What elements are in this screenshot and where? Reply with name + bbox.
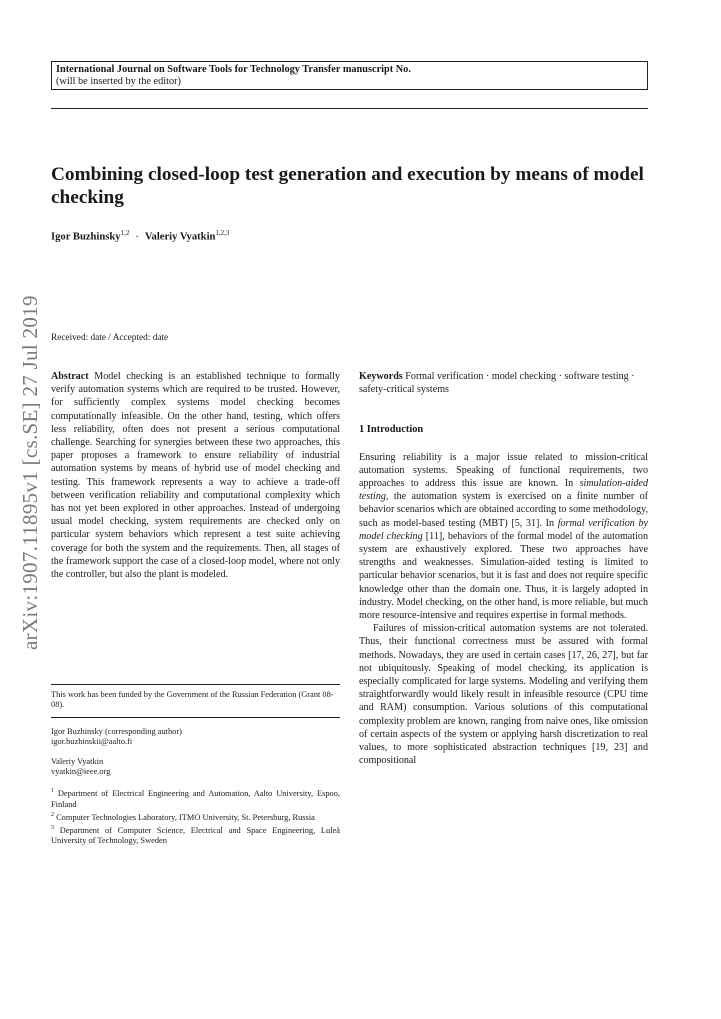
journal-header-box	[51, 61, 648, 90]
affiliation-text: Department of Electrical Engineering and Automation, Aalto University, Espoo, Finland	[51, 789, 340, 809]
emphasis: simulation-aided testing	[359, 478, 648, 503]
affiliation-text: Department of Computer Science, Electrical and Space Engineering, Luleå University of Technology, Sweden	[51, 826, 340, 846]
author-name: Igor Buzhinsky	[51, 231, 121, 243]
text-run: Ensuring reliability is a major issue related to mission-critical automation systems. Speaking of functional requirements, two approaches to address this issue are known. In	[359, 451, 648, 490]
affiliation-number: 1	[51, 788, 54, 795]
received-date: Received: date / Accepted: date	[51, 333, 169, 343]
author2-email: vyatkin@ieee.org	[51, 767, 111, 777]
arxiv-stamp: arXiv:1907.11895v1 [cs.SE] 27 Jul 2019	[18, 295, 42, 650]
affiliation-text: Computer Technologies Laboratory, ITMO University, St. Petersburg, Russia	[56, 812, 315, 822]
affiliation	[51, 810, 340, 823]
abstract-label: Abstract	[51, 371, 89, 382]
intro-paragraph-1	[359, 451, 648, 623]
keywords-text: Formal verification · model checking · software testing · safety-critical systems	[359, 371, 635, 396]
author2-name: Valeriy Vyatkin	[51, 756, 104, 766]
body-column	[359, 370, 648, 767]
author-name: Valeriy Vyatkin	[144, 231, 216, 243]
header-rule	[51, 108, 648, 109]
affiliation-number: 2	[51, 812, 54, 819]
keywords	[359, 370, 648, 396]
abstract	[51, 370, 340, 581]
journal-title: International Journal on Software Tools for Technology Transfer manuscript No.	[56, 64, 411, 75]
affiliation-number: 3	[51, 825, 54, 832]
affiliation	[51, 823, 340, 847]
text-run: , the automation system is exercised on a finite number of behavior scenarios which are obtained according to some methodology, such as model-based testing (MBT) [5, 31]. In	[359, 491, 648, 529]
keywords-label: Keywords	[359, 371, 403, 382]
footnote-rule	[51, 717, 340, 718]
footnotes	[51, 684, 340, 847]
funding-note: This work has been funded by the Government of the Russian Federation (Grant 08-08).	[51, 690, 334, 710]
author-list	[51, 229, 229, 243]
author1-contact	[51, 727, 340, 748]
intro-paragraph-2: Failures of mission-critical automation systems are not tolerated. Thus, their functional correctness must be assured with formal methods. Nowadays, they are used in certain cases [17, 26, 27], but far not ubiquitously. Speaking of model checking, its application is especially complicated for large systems. Modeling and verifying them straightforwardly would likely result in infeasible resource (CPU time and RAM) consumption. Various solutions of this computational complexity problem are known, ranging from naive ones, like omission of certain aspects of the system or applying harsh discretization to real values, to more sophisticated abstraction techniques [19, 23] and compositional	[359, 623, 649, 767]
text-run: [11], behaviors of the formal model of the automation system are exhaustively explored. These two approaches have strengths and weaknesses. Simulation-aided testing is limited to particular behavior scenarios, but it is fast and does not require specific knowledge other than the domain one. Thus, it is largely adopted in industry. Model checking, on the other hand, is more reliable, but much more resource-intensive and requires expertise in formal methods.	[359, 530, 648, 622]
author1-email: igor.buzhinskii@aalto.fi	[51, 737, 133, 747]
author-affiliation: 1,2,3	[215, 229, 230, 237]
affiliation	[51, 786, 340, 810]
emphasis: formal verification by model checking	[359, 517, 649, 542]
author2-contact	[51, 757, 340, 778]
author1-name: Igor Buzhinsky (corresponding author)	[51, 726, 182, 736]
paper-title: Combining closed-loop test generation and execution by means of model checking	[51, 164, 644, 208]
author-separator: ·	[135, 231, 139, 243]
section-heading: 1 Introduction	[359, 424, 424, 436]
footnote-rule	[51, 684, 340, 685]
author-affiliation: 1,2	[120, 229, 130, 237]
abstract-text: Model checking is an established technique to formally verify automation systems which are required to be trusted. However, for sufficiently complex systems model checking becomes computationally infeasible. On the other hand, testing, which offers less reliability, often does not present a serious computational challenge. Searching for synergies between these two approaches, this paper proposes a framework to ensure reliability of industrial automation systems by means of hybrid use of model checking and testing. This framework represents a way to achieve a trade-off between verification reliability and computational complexity which has not yet been explored in other approaches. Instead of undergoing usual model checking, system requirements are checked only on particular system behaviors which represent a test suite achieving coverage for both the system and the requirements. Then, all stages of the framework support the case of a closed-loop model, where not only the controller, but also the plant is modeled.	[51, 371, 340, 581]
journal-note: (will be inserted by the editor)	[56, 76, 181, 87]
abstract-column	[51, 370, 340, 581]
